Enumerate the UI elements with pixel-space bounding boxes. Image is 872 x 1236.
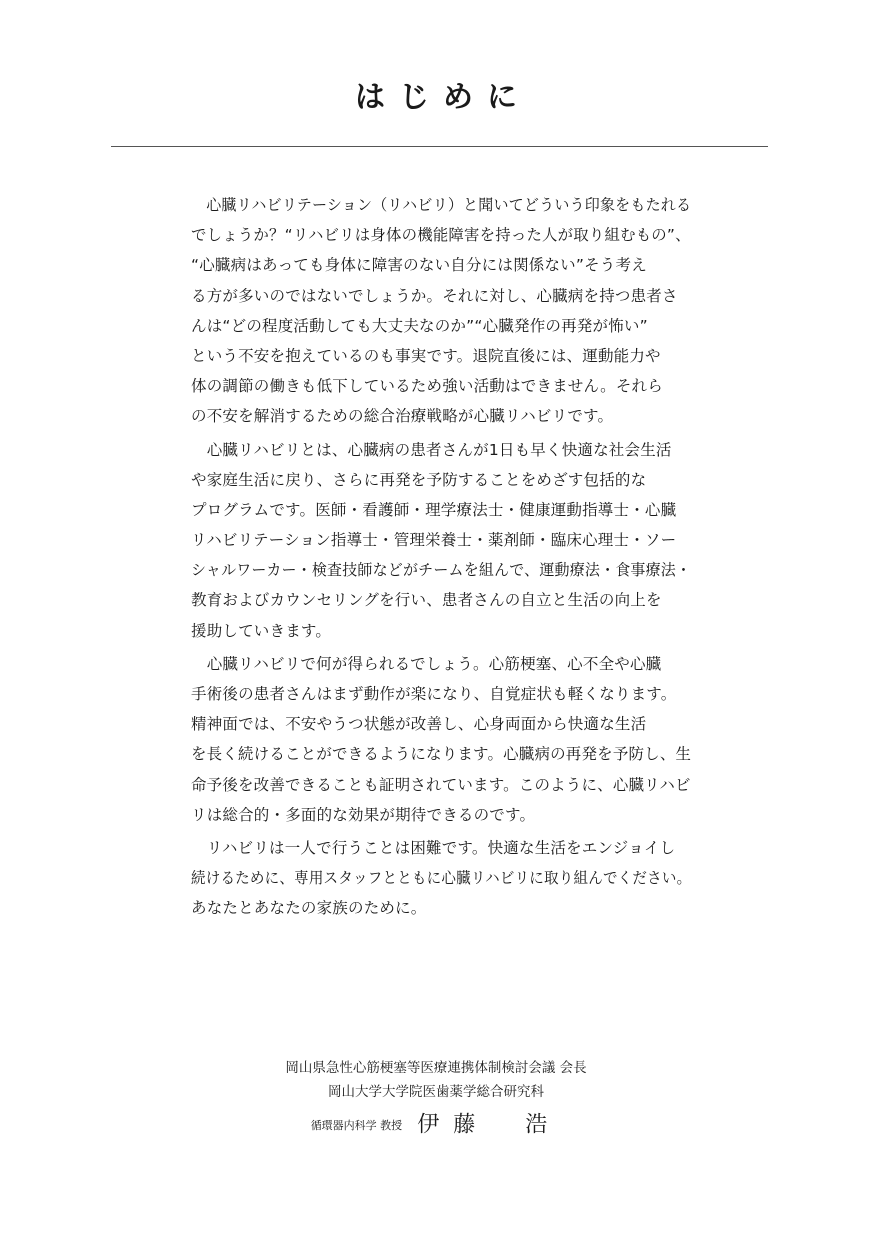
signature-name: 伊藤 浩 <box>417 1112 562 1138</box>
text-line: リハビリは一人で行うことは困難です。快適な生活をエンジョイし <box>191 838 676 857</box>
text-line: を長く続けることができるようになります。心臓病の再発を予防し、生 <box>191 745 692 764</box>
text-line: でしょうか？“リハビリは身体の機能障害を持った人が取り組むもの”、 <box>191 226 691 245</box>
text-line: 援助していきます。 <box>191 621 332 640</box>
text-line: んは“どの程度活動しても大丈夫なのか”“心臓発作の再発が怖い” <box>191 316 648 335</box>
text-line: プログラムです。医師・看護師・理学療法士・健康運動指導士・心臓 <box>191 500 677 519</box>
text-line: あなたとあなたの家族のために。 <box>191 899 427 918</box>
text-line: 手術後の患者さんはまず動作が楽になり、自覚症状も軽くなります。 <box>191 685 677 703</box>
page-title: はじめに <box>355 80 531 115</box>
text-line: 心臓リハビリで何が得られるでしょう。心筋梗塞、心不全や心臓 <box>191 654 662 673</box>
paragraph <box>191 649 691 830</box>
paragraph <box>191 190 691 432</box>
text-line: 命予後を改善できることも証明されています。このように、心臓リハビ <box>191 775 691 794</box>
text-line: シャルワーカー・検査技師などがチームを組んで、運動療法・食事療法・ <box>191 561 692 580</box>
text-line: る方が多いのではないでしょうか。それに対し、心臓病を持つ患者さ <box>191 286 678 305</box>
body-text <box>191 190 691 924</box>
text-line: 続けるために、専用スタッフとともに心臓リハビリに取り組んでください。 <box>191 869 692 888</box>
signature-role: 循環器内科学 教授 <box>310 1118 403 1132</box>
paragraph <box>191 833 691 924</box>
title-divider <box>111 146 768 147</box>
text-line: 体の調節の働きも低下しているため強い活動はできません。それら <box>191 377 663 396</box>
signature-organization: 岡山県急性心筋梗塞等医療連携体制検討会議 会長 <box>285 1060 587 1076</box>
text-line: という不安を抱えているのも事実です。退院直後には、運動能力や <box>191 346 661 365</box>
signature-name-row <box>0 1110 872 1141</box>
paragraph <box>191 435 691 646</box>
text-line: 心臓リハビリとは、心臓病の患者さんが1日も早く快適な社会生活 <box>191 440 672 459</box>
text-line: リハビリテーション指導士・管理栄養士・薬剤師・臨床心理士・ソー <box>191 531 677 550</box>
text-line: リは総合的・多面的な効果が期待できるのです。 <box>191 805 536 824</box>
text-line: 心臓リハビリテーション（リハビリ）と聞いてどういう印象をもたれる <box>191 196 692 214</box>
signature-block <box>0 1056 872 1141</box>
text-line: や家庭生活に戻り、さらに再発を予防することをめざす包括的な <box>191 470 647 489</box>
signature-affiliation: 岡山大学大学院医歯薬学総合研究科 <box>328 1084 544 1100</box>
text-line: “心臓病はあっても身体に障害のない自分には関係ない”そう考え <box>191 256 647 275</box>
text-line: の不安を解消するための総合治療戦略が心臓リハビリです。 <box>191 407 614 426</box>
text-line: 精神面では、不安やうつ状態が改善し、心身両面から快適な生活 <box>191 715 647 734</box>
text-line: 教育およびカウンセリングを行い、患者さんの自立と生活の向上を <box>191 591 662 610</box>
